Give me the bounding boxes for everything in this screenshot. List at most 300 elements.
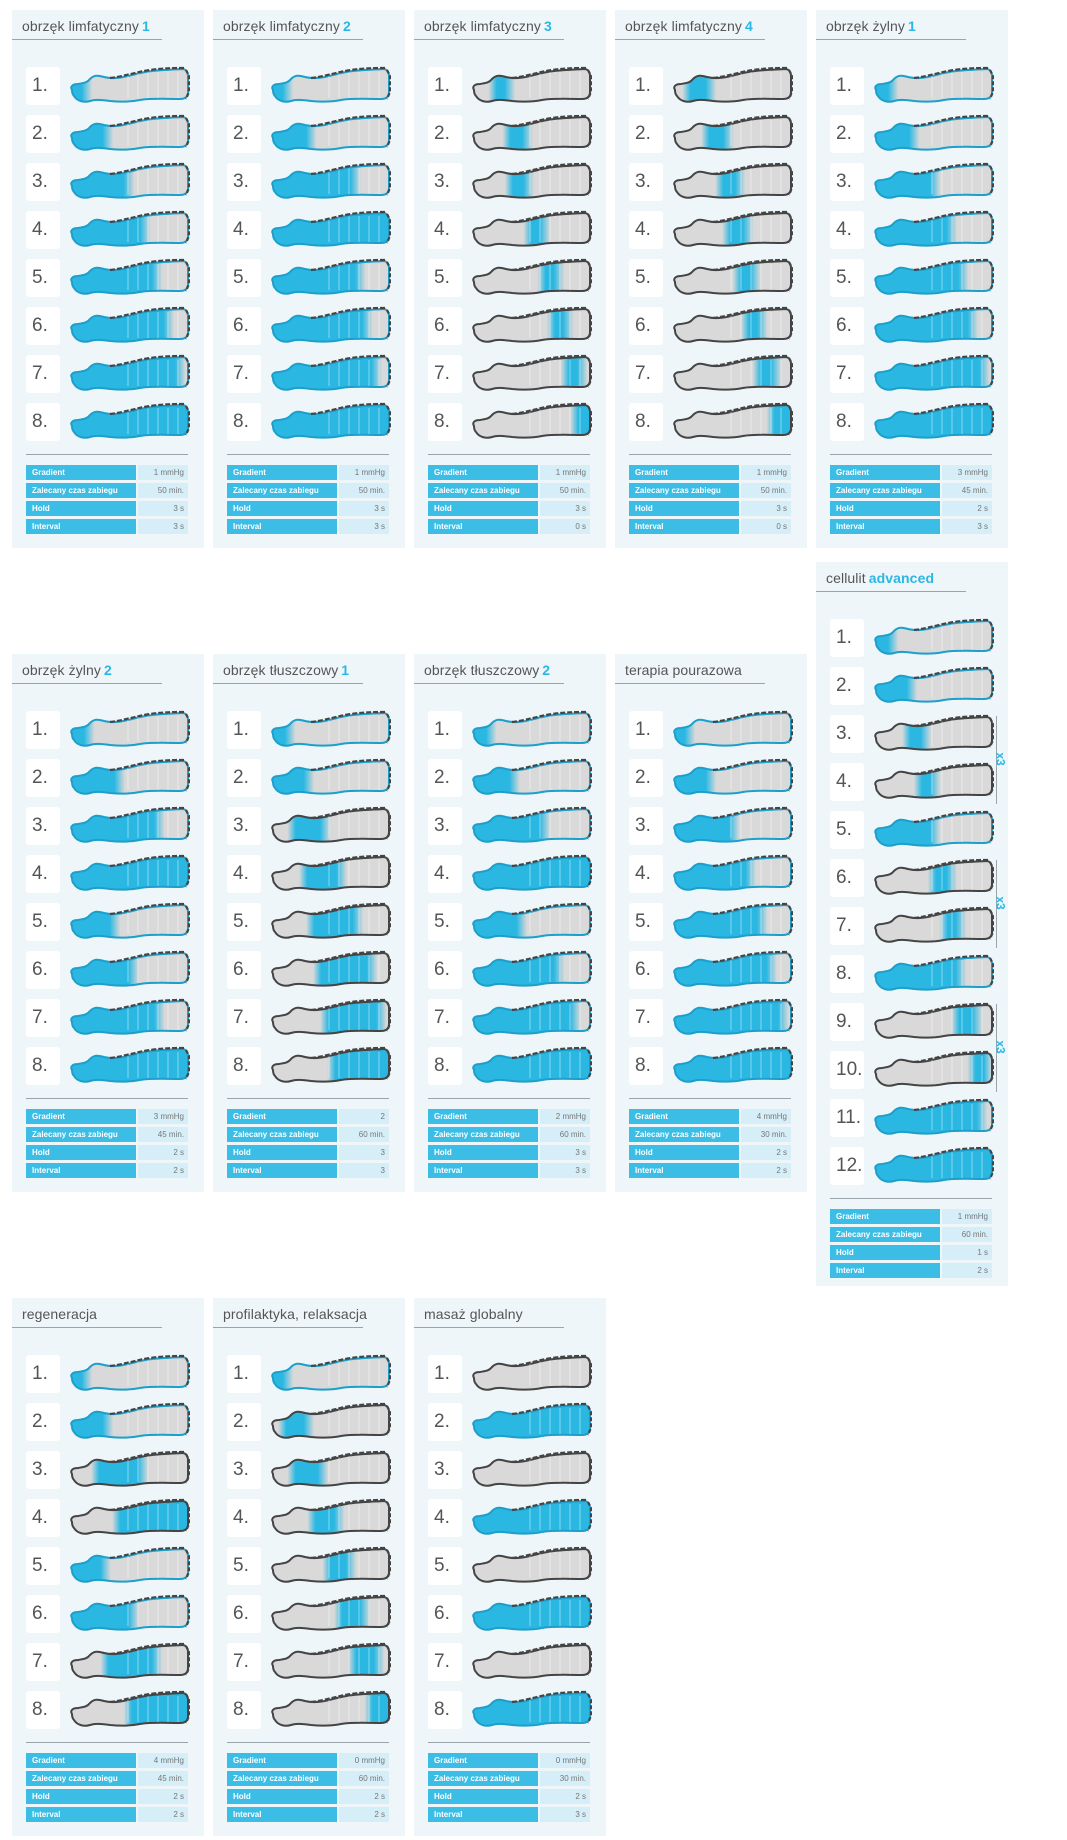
divider xyxy=(830,1198,992,1199)
spec-row xyxy=(227,465,389,480)
step-number: 1. xyxy=(428,711,462,749)
step-row xyxy=(26,354,190,394)
step-number: 5. xyxy=(428,259,462,297)
leg-sleeve-graphic xyxy=(468,950,592,990)
leg-sleeve-graphic xyxy=(468,1594,592,1634)
leg-sleeve-graphic xyxy=(66,210,190,250)
step-row xyxy=(830,858,994,896)
spec-label: Interval xyxy=(629,519,739,534)
step-row xyxy=(26,710,190,750)
spec-row xyxy=(629,483,791,498)
step-number: 3. xyxy=(227,163,261,201)
leg-sleeve-graphic xyxy=(267,1594,391,1634)
step-number: 10. xyxy=(830,1051,864,1089)
spec-label: Hold xyxy=(227,1145,337,1160)
step-number: 8. xyxy=(629,1047,663,1085)
leg-sleeve-graphic xyxy=(870,306,994,346)
spec-table xyxy=(26,1098,188,1181)
card-title-text: obrzęk limfatyczny xyxy=(625,18,742,34)
step-row xyxy=(428,306,592,346)
spec-value: 2 s xyxy=(741,1163,791,1178)
spec-row xyxy=(830,1227,992,1242)
step-row xyxy=(227,1450,391,1490)
card-title-text: masaż globalny xyxy=(424,1306,523,1322)
spec-value: 1 mmHg xyxy=(339,465,389,480)
spec-label: Hold xyxy=(629,501,739,516)
step-row xyxy=(629,66,793,106)
card-title-suffix: 2 xyxy=(342,18,351,34)
step-list xyxy=(26,710,190,1094)
step-row xyxy=(26,66,190,106)
step-row xyxy=(227,998,391,1038)
spec-table xyxy=(26,454,188,537)
card-title xyxy=(12,1306,162,1328)
step-number: 1. xyxy=(830,619,864,657)
spec-row xyxy=(428,519,590,534)
divider xyxy=(830,454,992,455)
step-row xyxy=(830,1098,994,1136)
step-row xyxy=(629,758,793,798)
spec-value: 3 mmHg xyxy=(138,1109,188,1124)
spec-row xyxy=(26,1771,188,1786)
leg-sleeve-graphic xyxy=(66,902,190,942)
spec-value: 50 min. xyxy=(540,483,590,498)
spec-label: Gradient xyxy=(830,465,940,480)
step-row xyxy=(26,950,190,990)
spec-row xyxy=(428,1771,590,1786)
spec-table xyxy=(428,1742,590,1825)
card-title-text: obrzęk limfatyczny xyxy=(223,18,340,34)
card-title-text: obrzęk żylny xyxy=(22,662,102,678)
step-number: 8. xyxy=(227,1047,261,1085)
step-row xyxy=(428,1642,592,1682)
step-number: 2. xyxy=(227,759,261,797)
spec-value: 4 mmHg xyxy=(741,1109,791,1124)
spec-label: Gradient xyxy=(227,465,337,480)
card-title xyxy=(816,18,966,40)
step-list xyxy=(26,66,190,450)
step-number: 7. xyxy=(830,907,864,945)
step-number: 7. xyxy=(227,1643,261,1681)
spec-value: 2 s xyxy=(942,501,992,516)
step-row xyxy=(26,114,190,154)
step-row xyxy=(830,1146,994,1184)
step-number: 6. xyxy=(26,951,60,989)
step-list xyxy=(629,66,793,450)
spec-label: Zalecany czas zabiegu xyxy=(428,1127,538,1142)
spec-row xyxy=(428,1127,590,1142)
step-number: 1. xyxy=(629,711,663,749)
spec-label: Gradient xyxy=(830,1209,940,1224)
spec-label: Interval xyxy=(26,1807,136,1822)
divider xyxy=(26,1742,188,1743)
leg-sleeve-graphic xyxy=(267,1450,391,1490)
divider xyxy=(629,454,791,455)
step-list xyxy=(428,710,592,1094)
step-row xyxy=(629,162,793,202)
spec-label: Hold xyxy=(830,1245,940,1260)
card-title-text: obrzęk limfatyczny xyxy=(22,18,139,34)
spec-row xyxy=(629,1145,791,1160)
spec-label: Hold xyxy=(26,1145,136,1160)
step-number: 8. xyxy=(830,403,864,441)
step-number: 6. xyxy=(830,859,864,897)
step-row xyxy=(830,1002,994,1040)
step-row xyxy=(227,854,391,894)
step-number: 7. xyxy=(227,999,261,1037)
step-row xyxy=(26,1498,190,1538)
step-row xyxy=(830,906,994,944)
spec-value: 0 s xyxy=(741,519,791,534)
leg-sleeve-graphic xyxy=(468,402,592,442)
step-row xyxy=(26,402,190,442)
leg-sleeve-graphic xyxy=(468,66,592,106)
step-list xyxy=(629,710,793,1094)
step-number: 8. xyxy=(26,403,60,441)
leg-sleeve-graphic xyxy=(66,758,190,798)
spec-label: Interval xyxy=(830,1263,940,1278)
leg-sleeve-graphic xyxy=(267,710,391,750)
step-number: 4. xyxy=(26,211,60,249)
leg-sleeve-graphic xyxy=(66,1498,190,1538)
step-number: 5. xyxy=(227,903,261,941)
spec-row xyxy=(227,1127,389,1142)
step-number: 3. xyxy=(26,807,60,845)
divider xyxy=(26,454,188,455)
leg-sleeve-graphic xyxy=(669,902,793,942)
divider xyxy=(227,1098,389,1099)
spec-table xyxy=(629,1098,791,1181)
spec-value: 50 min. xyxy=(138,483,188,498)
step-row xyxy=(26,210,190,250)
leg-sleeve-graphic xyxy=(468,1642,592,1682)
leg-sleeve-graphic xyxy=(66,710,190,750)
leg-sleeve-graphic xyxy=(66,854,190,894)
step-row xyxy=(26,258,190,298)
leg-sleeve-graphic xyxy=(669,710,793,750)
step-number: 8. xyxy=(428,403,462,441)
spec-row xyxy=(26,1789,188,1804)
spec-label: Gradient xyxy=(629,1109,739,1124)
spec-label: Zalecany czas zabiegu xyxy=(830,1227,940,1242)
card-title xyxy=(615,662,765,684)
step-number: 7. xyxy=(26,355,60,393)
step-number: 2. xyxy=(227,1403,261,1441)
step-row xyxy=(830,402,994,442)
leg-sleeve-graphic xyxy=(66,1546,190,1586)
step-row xyxy=(26,998,190,1038)
spec-row xyxy=(629,519,791,534)
program-card-obrzek-tluszczowy-1 xyxy=(213,654,405,1192)
spec-value: 3 s xyxy=(540,1145,590,1160)
leg-sleeve-graphic xyxy=(66,1690,190,1730)
spec-table xyxy=(227,1098,389,1181)
step-row xyxy=(629,854,793,894)
step-number: 3. xyxy=(428,807,462,845)
card-title xyxy=(414,18,564,40)
step-number: 2. xyxy=(227,115,261,153)
spec-row xyxy=(227,501,389,516)
spec-row xyxy=(26,1127,188,1142)
step-number: 2. xyxy=(26,1403,60,1441)
step-number: 6. xyxy=(830,307,864,345)
leg-sleeve-graphic xyxy=(267,66,391,106)
spec-value: 1 mmHg xyxy=(138,465,188,480)
program-card-obrzek-tluszczowy-2 xyxy=(414,654,606,1192)
spec-label: Interval xyxy=(227,519,337,534)
leg-sleeve-graphic xyxy=(267,998,391,1038)
step-number: 4. xyxy=(629,211,663,249)
step-row xyxy=(227,114,391,154)
spec-row xyxy=(227,1753,389,1768)
step-number: 8. xyxy=(26,1691,60,1729)
spec-row xyxy=(227,1145,389,1160)
spec-table xyxy=(830,454,992,537)
step-row xyxy=(830,306,994,346)
card-title-text: profilaktyka, relaksacja xyxy=(223,1306,368,1322)
leg-sleeve-graphic xyxy=(669,806,793,846)
spec-row xyxy=(428,1109,590,1124)
spec-row xyxy=(26,483,188,498)
program-card-obrzek-limfatyczny-3 xyxy=(414,10,606,548)
leg-sleeve-graphic xyxy=(870,858,994,898)
step-number: 12. xyxy=(830,1147,864,1185)
step-number: 7. xyxy=(227,355,261,393)
step-number: 6. xyxy=(26,307,60,345)
step-row xyxy=(830,762,994,800)
spec-label: Gradient xyxy=(428,465,538,480)
step-number: 1. xyxy=(26,711,60,749)
leg-sleeve-graphic xyxy=(468,758,592,798)
step-row xyxy=(26,1690,190,1730)
step-row xyxy=(428,1594,592,1634)
program-card-masaz-globalny xyxy=(414,1298,606,1836)
leg-sleeve-graphic xyxy=(66,402,190,442)
step-number: 2. xyxy=(26,115,60,153)
spec-label: Hold xyxy=(428,1145,538,1160)
step-number: 6. xyxy=(629,951,663,989)
spec-row xyxy=(26,1109,188,1124)
leg-sleeve-graphic xyxy=(870,906,994,946)
step-number: 2. xyxy=(830,667,864,705)
leg-sleeve-graphic xyxy=(870,402,994,442)
divider xyxy=(227,1742,389,1743)
spec-label: Interval xyxy=(830,519,940,534)
step-number: 5. xyxy=(428,1547,462,1585)
step-row xyxy=(629,806,793,846)
step-number: 4. xyxy=(227,1499,261,1537)
leg-sleeve-graphic xyxy=(870,162,994,202)
leg-sleeve-graphic xyxy=(468,1546,592,1586)
step-row xyxy=(428,1546,592,1586)
step-number: 5. xyxy=(26,903,60,941)
spec-table xyxy=(629,454,791,537)
leg-sleeve-graphic xyxy=(468,1046,592,1086)
step-number: 4. xyxy=(428,855,462,893)
card-title xyxy=(213,18,363,40)
step-number: 3. xyxy=(629,163,663,201)
step-number: 7. xyxy=(428,355,462,393)
step-number: 2. xyxy=(428,115,462,153)
leg-sleeve-graphic xyxy=(267,950,391,990)
step-number: 5. xyxy=(830,811,864,849)
leg-sleeve-graphic xyxy=(669,66,793,106)
step-number: 7. xyxy=(629,355,663,393)
step-row xyxy=(26,1402,190,1442)
step-number: 4. xyxy=(26,855,60,893)
divider xyxy=(428,454,590,455)
spec-row xyxy=(428,465,590,480)
leg-sleeve-graphic xyxy=(66,950,190,990)
spec-value: 2 s xyxy=(741,1145,791,1160)
step-number: 6. xyxy=(26,1595,60,1633)
step-row xyxy=(26,162,190,202)
step-row xyxy=(227,806,391,846)
spec-row xyxy=(428,501,590,516)
step-row xyxy=(227,902,391,942)
leg-sleeve-graphic xyxy=(66,1450,190,1490)
step-number: 2. xyxy=(26,759,60,797)
leg-sleeve-graphic xyxy=(669,354,793,394)
spec-label: Gradient xyxy=(227,1753,337,1768)
step-row xyxy=(227,1498,391,1538)
step-number: 8. xyxy=(629,403,663,441)
step-list xyxy=(428,1354,592,1738)
leg-sleeve-graphic xyxy=(870,258,994,298)
step-number: 7. xyxy=(629,999,663,1037)
step-number: 3. xyxy=(428,1451,462,1489)
step-list xyxy=(227,66,391,450)
card-title-text: regeneracja xyxy=(22,1306,98,1322)
step-row xyxy=(629,114,793,154)
step-number: 3. xyxy=(227,1451,261,1489)
spec-row xyxy=(227,1163,389,1178)
spec-label: Gradient xyxy=(428,1109,538,1124)
step-row xyxy=(26,806,190,846)
spec-label: Hold xyxy=(227,1789,337,1804)
card-title-suffix: 3 xyxy=(543,18,552,34)
leg-sleeve-graphic xyxy=(870,1146,994,1186)
spec-label: Interval xyxy=(428,1807,538,1822)
step-row xyxy=(26,306,190,346)
spec-value: 3 s xyxy=(540,501,590,516)
leg-sleeve-graphic xyxy=(870,618,994,658)
leg-sleeve-graphic xyxy=(468,258,592,298)
spec-value: 3 s xyxy=(339,501,389,516)
step-row xyxy=(629,306,793,346)
step-row xyxy=(227,950,391,990)
program-card-regeneracja xyxy=(12,1298,204,1836)
step-row xyxy=(830,954,994,992)
spec-label: Zalecany czas zabiegu xyxy=(227,1127,337,1142)
step-number: 8. xyxy=(428,1047,462,1085)
leg-sleeve-graphic xyxy=(468,1450,592,1490)
spec-value: 30 min. xyxy=(540,1771,590,1786)
leg-sleeve-graphic xyxy=(669,162,793,202)
card-title-text: obrzęk żylny xyxy=(826,18,906,34)
spec-label: Gradient xyxy=(26,465,136,480)
program-card-obrzek-zylny-1 xyxy=(816,10,1008,548)
spec-label: Zalecany czas zabiegu xyxy=(830,483,940,498)
step-row xyxy=(227,710,391,750)
step-number: 5. xyxy=(227,259,261,297)
step-number: 5. xyxy=(26,259,60,297)
step-row xyxy=(428,114,592,154)
spec-label: Interval xyxy=(428,1163,538,1178)
spec-row xyxy=(227,1789,389,1804)
spec-label: Interval xyxy=(629,1163,739,1178)
leg-sleeve-graphic xyxy=(66,1642,190,1682)
card-title-suffix: 1 xyxy=(141,18,150,34)
step-number: 1. xyxy=(428,67,462,105)
spec-label: Hold xyxy=(428,501,538,516)
leg-sleeve-graphic xyxy=(468,710,592,750)
spec-row xyxy=(830,1263,992,1278)
program-card-obrzek-limfatyczny-1 xyxy=(12,10,204,548)
spec-value: 2 s xyxy=(138,1145,188,1160)
spec-table xyxy=(26,1742,188,1825)
spec-value: 3 s xyxy=(741,501,791,516)
spec-value: 2 s xyxy=(339,1789,389,1804)
spec-row xyxy=(26,1807,188,1822)
spec-row xyxy=(428,483,590,498)
card-title xyxy=(213,1306,368,1328)
step-row xyxy=(227,258,391,298)
step-row xyxy=(428,1046,592,1086)
leg-sleeve-graphic xyxy=(870,66,994,106)
step-number: 6. xyxy=(428,1595,462,1633)
step-number: 5. xyxy=(629,903,663,941)
leg-sleeve-graphic xyxy=(267,114,391,154)
step-row xyxy=(428,66,592,106)
program-card-obrzek-zylny-2 xyxy=(12,654,204,1192)
step-row xyxy=(26,1354,190,1394)
step-number: 3. xyxy=(26,1451,60,1489)
spec-row xyxy=(26,465,188,480)
step-number: 11. xyxy=(830,1099,864,1137)
spec-row xyxy=(428,1753,590,1768)
spec-row xyxy=(830,483,992,498)
spec-value: 3 s xyxy=(138,501,188,516)
leg-sleeve-graphic xyxy=(468,1690,592,1730)
leg-sleeve-graphic xyxy=(669,998,793,1038)
step-row xyxy=(26,1594,190,1634)
spec-row xyxy=(629,1109,791,1124)
spec-value: 50 min. xyxy=(741,483,791,498)
step-number: 1. xyxy=(830,67,864,105)
step-row xyxy=(227,210,391,250)
step-number: 2. xyxy=(428,759,462,797)
spec-row xyxy=(629,465,791,480)
step-row xyxy=(830,810,994,848)
step-number: 3. xyxy=(428,163,462,201)
step-number: 1. xyxy=(227,711,261,749)
step-row xyxy=(26,1642,190,1682)
card-title-text: obrzęk limfatyczny xyxy=(424,18,541,34)
step-number: 4. xyxy=(428,211,462,249)
step-row xyxy=(830,258,994,298)
spec-value: 0 mmHg xyxy=(540,1753,590,1768)
leg-sleeve-graphic xyxy=(267,1046,391,1086)
step-number: 2. xyxy=(428,1403,462,1441)
spec-value: 4 mmHg xyxy=(138,1753,188,1768)
leg-sleeve-graphic xyxy=(267,806,391,846)
leg-sleeve-graphic xyxy=(267,162,391,202)
leg-sleeve-graphic xyxy=(267,1498,391,1538)
step-number: 5. xyxy=(830,259,864,297)
spec-label: Interval xyxy=(428,519,538,534)
step-number: 5. xyxy=(26,1547,60,1585)
